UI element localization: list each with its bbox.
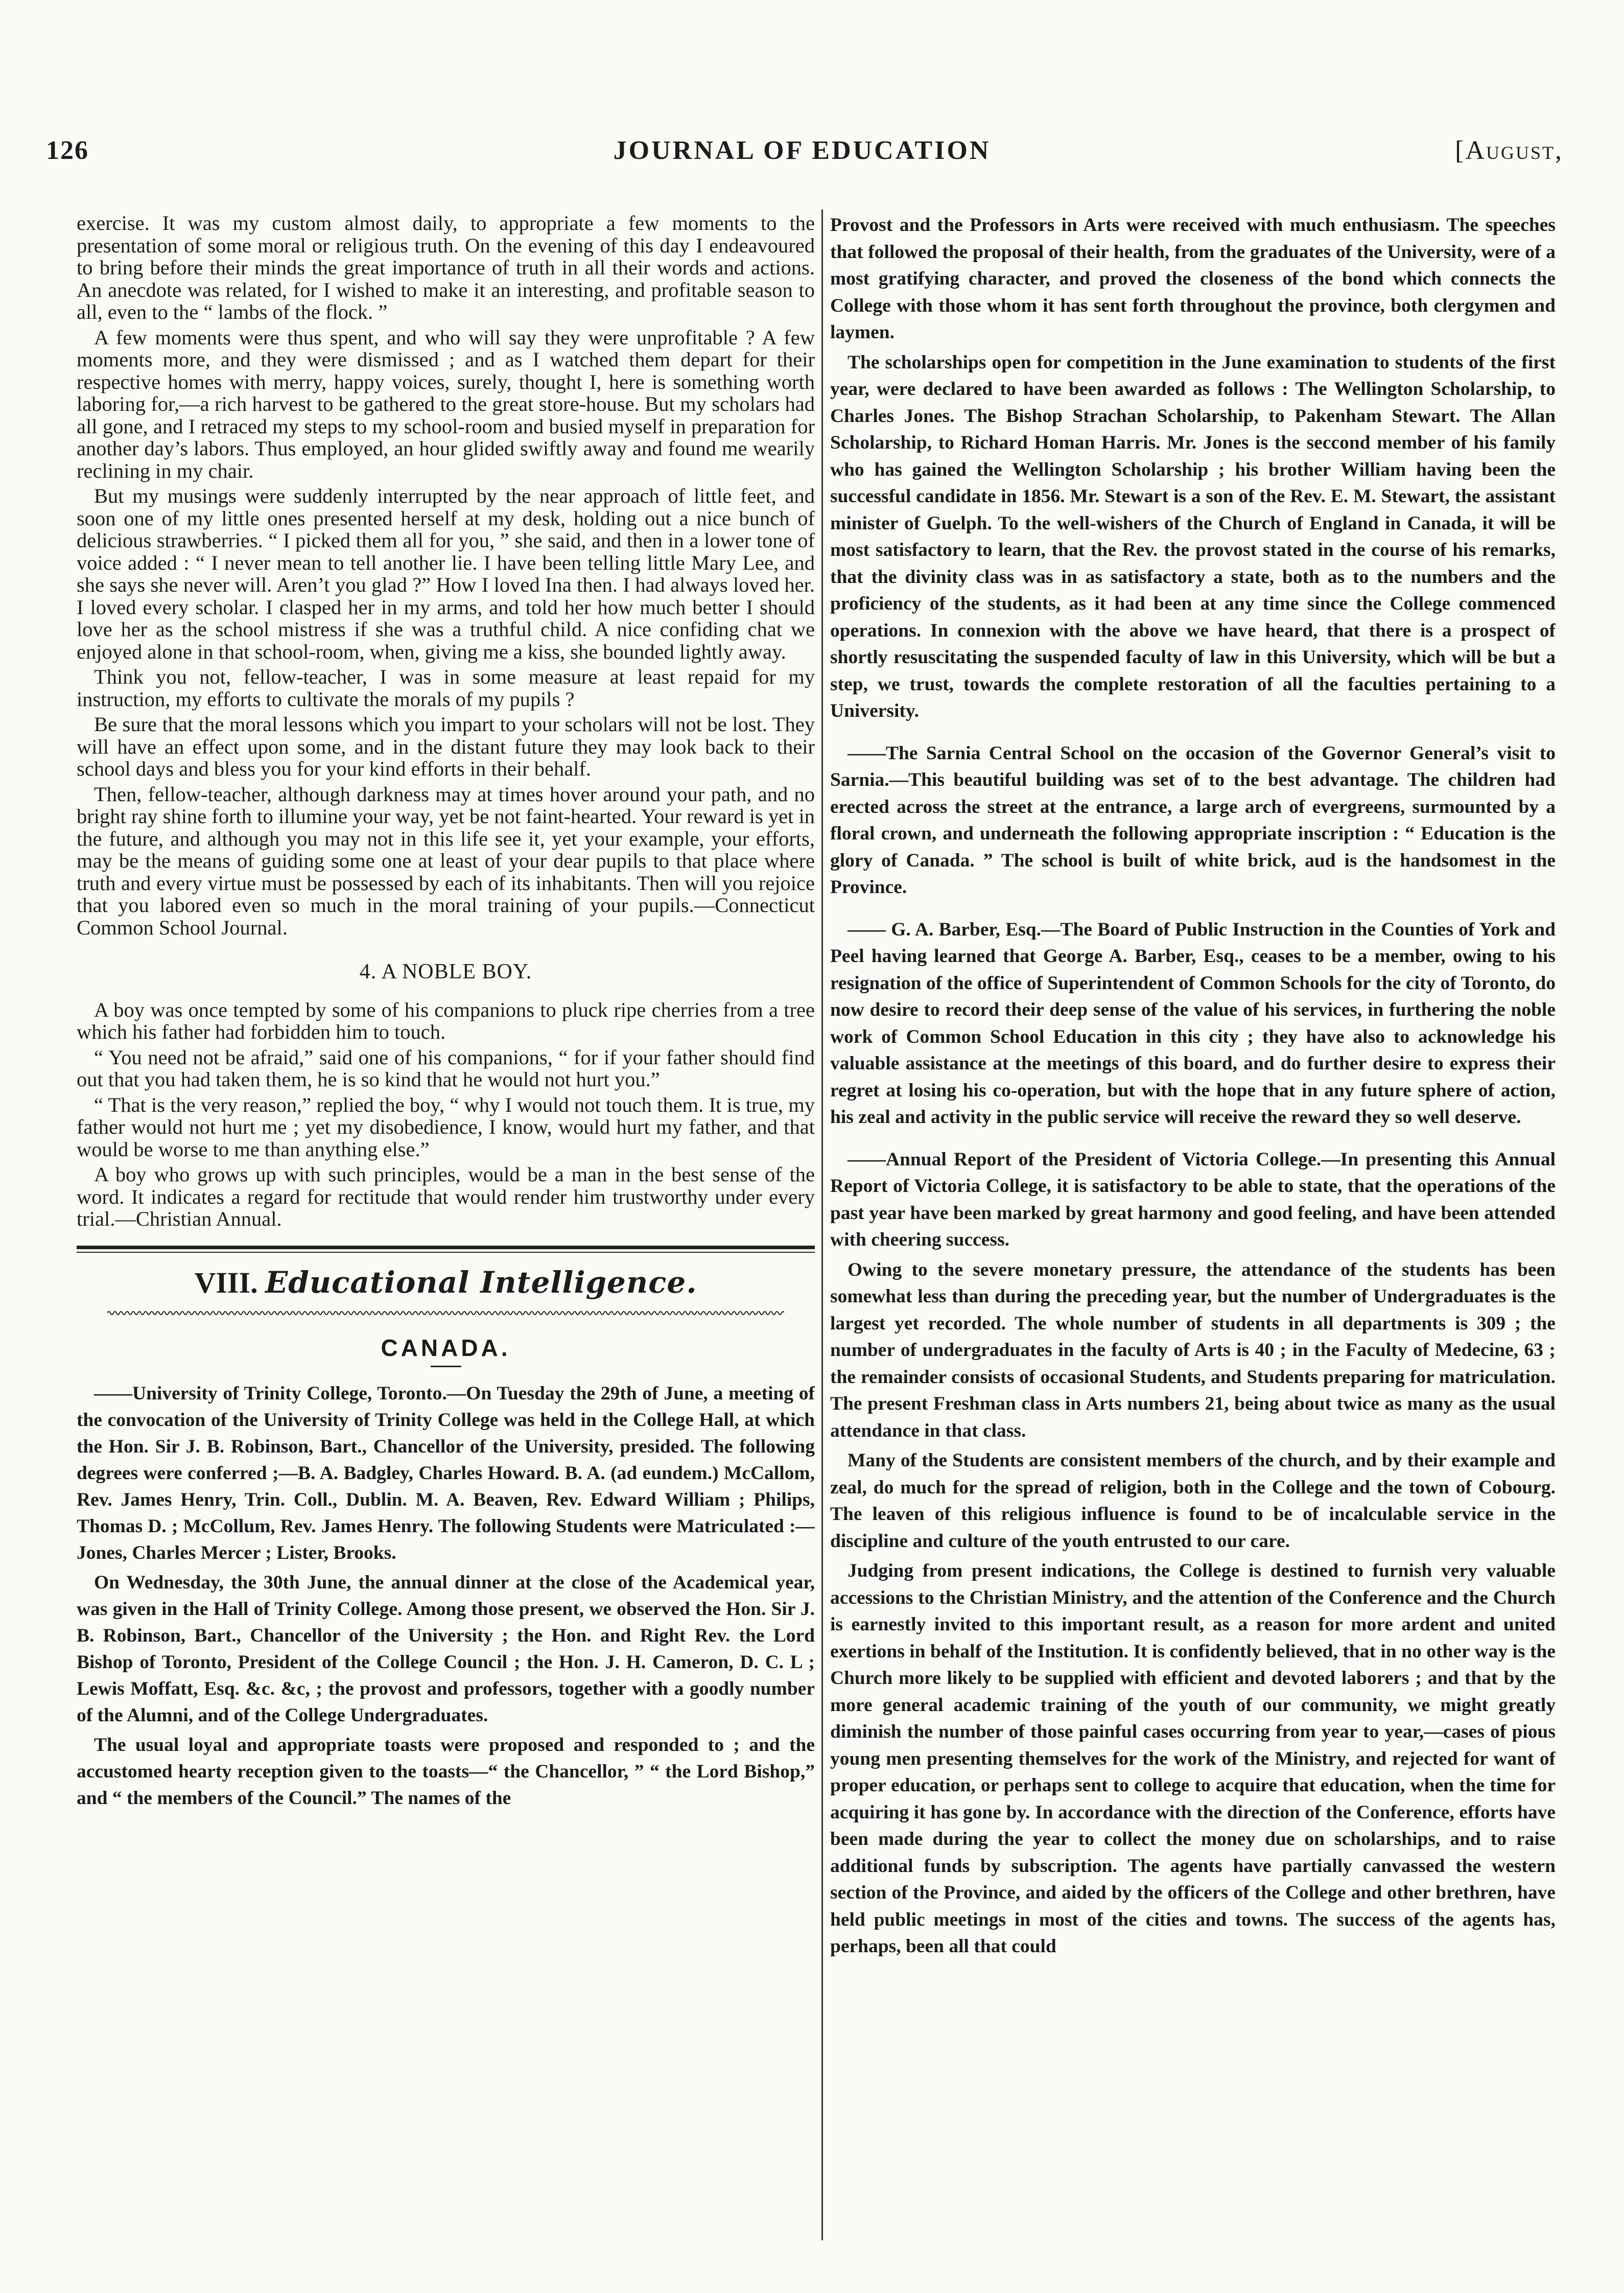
issue-month: [August,	[1455, 136, 1563, 165]
section-rule	[77, 1246, 815, 1253]
article-continued	[77, 212, 815, 1230]
paragraph: A boy was once tempted by some of his companions to pluck ripe cherries from a tree which his father had forbidden him to touch.	[77, 998, 815, 1043]
paragraph: Then, fellow-teacher, although darkness may at times hover around your path, and no bright ray shine forth to illumine your way, yet be not faint-hearted. Your reward is yet in the future, and although you may not in this life see it, yet your example, your efforts, may be the means of guiding some one at least of your dear pupils to that place where truth and every virtue must be possessed by each of its inhabitants. Then will you rejoice that you labored even so much in the moral training of your pupils.—Connecticut Common School Journal.	[77, 782, 815, 939]
right-column	[830, 212, 1556, 2230]
canada-news	[77, 1381, 815, 1812]
page-number: 126	[46, 136, 89, 165]
section-title	[77, 1265, 815, 1300]
paragraph: On Wednesday, the 30th June, the annual dinner at the close of the Academical year, was given in the Hall of Trinity College. Among those present, we observed the Hon. Sir J. B. Robinson, Bart., Chancellor of the University ; the Hon. and Right Rev. the Lord Bishop of Toronto, President of the College Council ; the Hon. J. H. Cameron, D. C. L ; Lewis Moffatt, Esq. &c. &c, ; the provost and professors, together with a goodly number of the Alumni, and of the College Undergraduates.	[77, 1572, 815, 1726]
paragraph: Think you not, fellow-teacher, I was in some measure at least repaid for my instruction, my efforts to cultivate the morals of my pupils ?	[77, 665, 815, 711]
paragraph: ——The Sarnia Central School on the occasion of the Governor General’s visit to Sarnia.—This beautiful building was set of to the best advantage. The children had erected across the street at the entrance, a large arch of evergreens, surmounted by a floral crown, and underneath the following appropriate inscription : “ Education is the glory of Canada. ” The school is built of white brick, aud is the handsomest in the Province.	[830, 742, 1556, 898]
paragraph: “ That is the very reason,” replied the boy, “ why I would not touch them. It is true, my father would not hurt me ; yet my disobedience, I know, would hurt my father, and that would be worse to me than anything else.”	[77, 1093, 815, 1161]
paragraph: Owing to the severe monetary pressure, the attendance of the students has been somewhat less than during the preceding year, but the number of Undergraduates is the largest yet recorded. The whole number of students in all departments is 309 ; the number of undergraduates in the faculty of Arts is 40 ; in the Faculty of Medecine, 63 ; the remainder consists of occasional Students, and Students preparing for matriculation. The present Freshman class in Arts numbers 21, being about twice as many as the usual attendance in that class.	[830, 1259, 1556, 1441]
paragraph: Judging from present indications, the College is destined to furnish very valuable accessions to the Christian Ministry, and the attention of the Conference and the Church is earnestly invited to this important result, as a reason for more ardent and united exertions in behalf of the Institution. It is confidently believed, that in no other way is the Church more likely to be supplied with efficient and devoted laborers ; and that by the more general academic training of the youth of our community, we might greatly diminish the number of those painful cases occurring from year to year,—cases of pious young men presenting themselves for the work of the Ministry, and rejected for want of proper education, or perhaps sent to college to acquire that education, when the time for acquiring it has gone by. In accordance with the direction of the Conference, efforts have been made during the year to collect the money due on scholarships, and to raise additional funds by subscription. The agents have partially canvassed the western section of the Province, and aided by the officers of the College and other brethren, have held public meetings in most of the cities and towns. The success of the agents has, perhaps, been all that could	[830, 1560, 1556, 1957]
paragraph: Many of the Students are consistent members of the church, and by their example and zeal, do much for the spread of religion, both in the College and the town of Cobourg. The leaven of this religious influence is found to be of incalculable service in the discipline and culture of the youth entrusted to our care.	[830, 1450, 1556, 1552]
paragraph: ——Annual Report of the President of Victoria College.—In presenting this Annual Report of Victoria College, it is satisfactory to be able to state, that the operations of the past year have been marked by great harmony and good feeling, and have been attended with cheering success.	[830, 1149, 1556, 1250]
section-title-text: Educational Intelligence.	[265, 1265, 697, 1300]
page-header	[41, 130, 1563, 171]
paragraph: “ You need not be afraid,” said one of his companions, “ for if your father should find out that you had taken them, he is so kind that he would not hurt you.”	[77, 1045, 815, 1091]
wavy-divider	[107, 1309, 784, 1317]
paragraph: ——University of Trinity College, Toronto.—On Tuesday the 29th of June, a meeting of the convocation of the University of Trinity College was held in the College Hall, at which the Hon. Sir J. B. Robinson, Bart., Chancellor of the University, presided. The following degrees were conferred ;—B. A. Badgley, Charles Howard. B. A. (ad eundem.) McCallom, Rev. James Henry, Trin. Coll., Dublin. M. A. Beaven, Rev. Edward William ; Philips, Thomas D. ; McCollum, Rev. James Henry. The following Students were Matriculated :—Jones, Charles Mercer ; Lister, Brooks.	[77, 1383, 815, 1563]
section-number: VIII.	[194, 1266, 258, 1299]
column-divider	[821, 209, 823, 2240]
journal-title: JOURNAL OF EDUCATION	[613, 136, 991, 165]
paragraph: The usual loyal and appropriate toasts were proposed and responded to ; and the accustomed hearty reception given to the toasts—“ the Chancellor, ” “ the Lord Bishop,” and “ the members of the Council.” The names of the	[77, 1734, 815, 1809]
paragraph: Be sure that the moral lessons which you impart to your scholars will not be lost. They will have an effect upon some, and in the distant future they may look back to their school days and bless you for your kind efforts in their behalf.	[77, 713, 815, 780]
news-items	[830, 212, 1556, 1960]
paragraph: —— G. A. Barber, Esq.—The Board of Public Instruction in the Counties of York and Peel having learned that George A. Barber, Esq., ceases to be a member, owing to his resignation of the office of Superintendent of Common Schools for the city of Toronto, do now desire to record their deep sense of the value of his services, in furthering the noble work of Common School Education in this city ; they have also to acknowledge his valuable assistance at the meetings of this board, and do further desire to express their regret at losing his co-operation, but with the hope that in any future sphere of action, his zeal and activity in the public service will receive the reward they so well deserve.	[830, 919, 1556, 1128]
paragraph: But my musings were suddenly interrupted by the near approach of little feet, and soon one of my little ones presented herself at my desk, holding out a nice bunch of delicious strawberries. “ I picked them all for you, ” she said, and then in a lower tone of voice added : “ I never mean to tell another lie. I have been telling little Mary Lee, and she says she never will. Aren’t you glad ?” How I loved Ina then. I had always loved her. I loved every scholar. I clasped her in my arms, and told her how much better I should love her as the school mistress if she was a truthful child. A nice confiding chat we enjoyed alone in that school-room, when, giving me a kiss, she bounded lightly away.	[77, 484, 815, 663]
paragraph: exercise. It was my custom almost daily, to appropriate a few moments to the presentation of some moral or religious truth. On the evening of this day I endeavoured to bring before their minds the great importance of truth in all their words and actions. An anecdote was related, for I wished to make it an interesting, and profitable season to all, even to the “ lambs of the flock. ”	[77, 212, 815, 323]
short-rule	[431, 1366, 461, 1367]
paragraph: Provost and the Professors in Arts were received with much enthusiasm. The speeches that followed the proposal of their health, from the graduates of the University, were of a most gratifying character, and proved the closeness of the bond which connects the College with those whom it has sent forth throughout the province, both clergymen and laymen.	[830, 215, 1556, 343]
noble-boy-heading: 4. A NOBLE BOY.	[359, 960, 532, 984]
canada-heading: CANADA.	[381, 1334, 511, 1361]
paragraph: A few moments were thus spent, and who will say they were unprofitable ? A few moments more, and they were dismissed ; and as I watched them depart for their respective homes with merry, happy voices, surely, thought I, here is something worth laboring for,—a rich harvest to be gathered to the great store-house. But my scholars had all gone, and I retraced my steps to my school-room and busied myself in preparation for another day’s labors. Thus employed, an hour glided swiftly away and found me wearily reclining in my chair.	[77, 325, 815, 482]
paragraph: A boy who grows up with such principles, would be a man in the best sense of the word. It indicates a regard for rectitude that would render him trustworthy under every trial.—Christian Annual.	[77, 1163, 815, 1230]
left-column	[77, 212, 815, 2230]
paragraph: The scholarships open for competition in the June examination to students of the first year, were declared to have been awarded as follows : The Wellington Scholarship, to Charles Jones. The Bishop Strachan Scholarship, to Pakenham Stewart. The Allan Scholarship, to Richard Homan Harris. Mr. Jones is the seccond member of his family who has gained the Wellington Scholarship ; his brother William having been the successful candidate in 1856. Mr. Stewart is a son of the Rev. E. M. Stewart, the assistant minister of Guelph. To the well-wishers of the Church of England in Canada, it will be most satisfactory to learn, that the Rev. the provost stated in the course of his remarks, that the divinity class was in as satisfactory a state, both as to the numbers and the proficiency of the students, as it had been at any time since the College commenced operations. In connexion with the above we have heard, that there is a prospect of shortly resuscitating the suspended faculty of law in this University, which will be but a step, we trust, towards the complete restoration of all the faculties pertaining to a University.	[830, 352, 1556, 721]
